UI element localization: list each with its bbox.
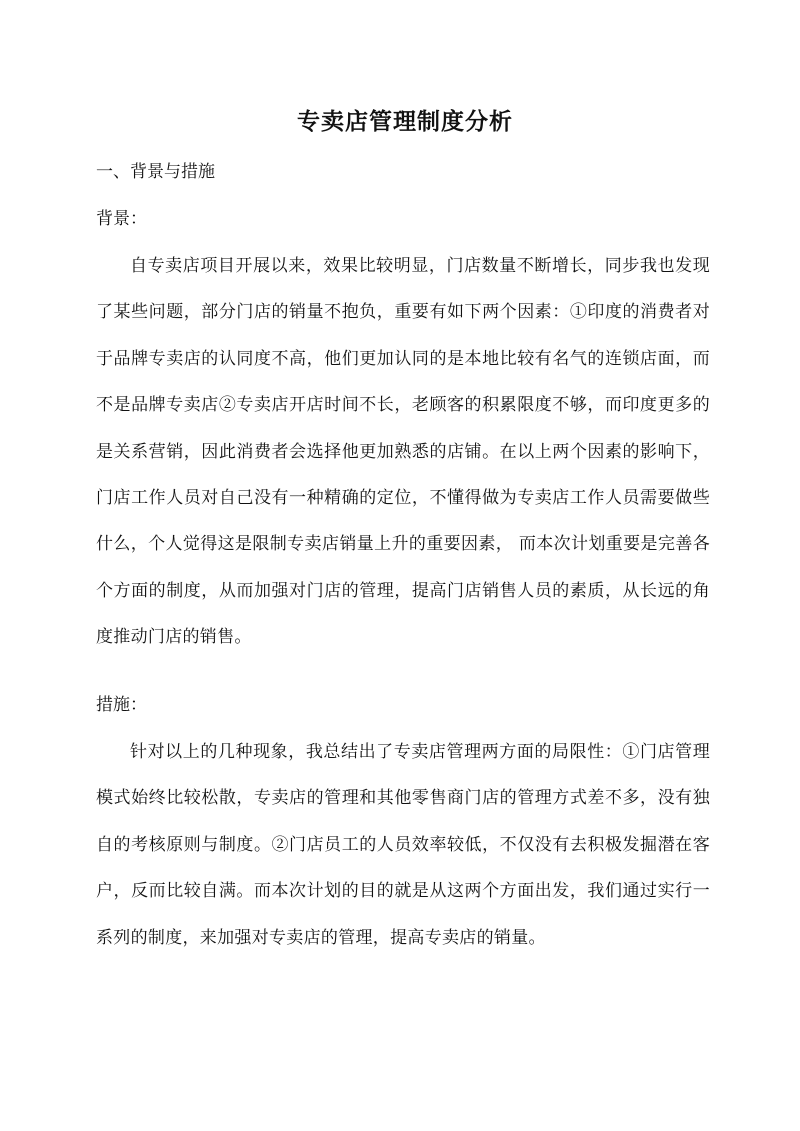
background-label: 背景：: [96, 209, 147, 229]
document-title: 专卖店管理制度分析: [297, 108, 513, 135]
measures-label: 措施：: [96, 695, 147, 715]
section-heading: 一、背景与措施: [96, 162, 215, 182]
measures-paragraph: 针对以上的几种现象，我总结出了专卖店管理两方面的局限性：①门店管理模式始终比较松散，专卖店的管理和其他零售商门店的管理方式差不多，没有独自的考核原则与制度。②门店员工的人员效率较低，不仅没有去积极发掘潜在客户，反而比较自满。而本次计划的目的就是从这两个方面出发，我们通过实行一系列的制度，来加强对专卖店的管理，提高专卖店的销量。: [96, 742, 710, 948]
background-paragraph: 自专卖店项目开展以来，效果比较明显，门店数量不断增长，同步我也发现了某些问题，部分门店的销量不抱负，重要有如下两个因素：①印度的消费者对于品牌专卖店的认同度不高，他们更加认同的是本地比较有名气的连锁店面，而不是品牌专卖店②专卖店开店时间不长，老顾客的积累限度不够，而印度更多的是关系营销，因此消费者会选择他更加熟悉的店铺。在以上两个因素的影响下，门店工作人员对自己没有一种精确的定位，不懂得做为专卖店工作人员需要做些什么，个人觉得这是限制专卖店销量上升的重要因素， 而本次计划重要是完善各个方面的制度，从而加强对门店的管理，提高门店销售人员的素质，从长远的角度推动门店的销售。: [96, 256, 710, 648]
